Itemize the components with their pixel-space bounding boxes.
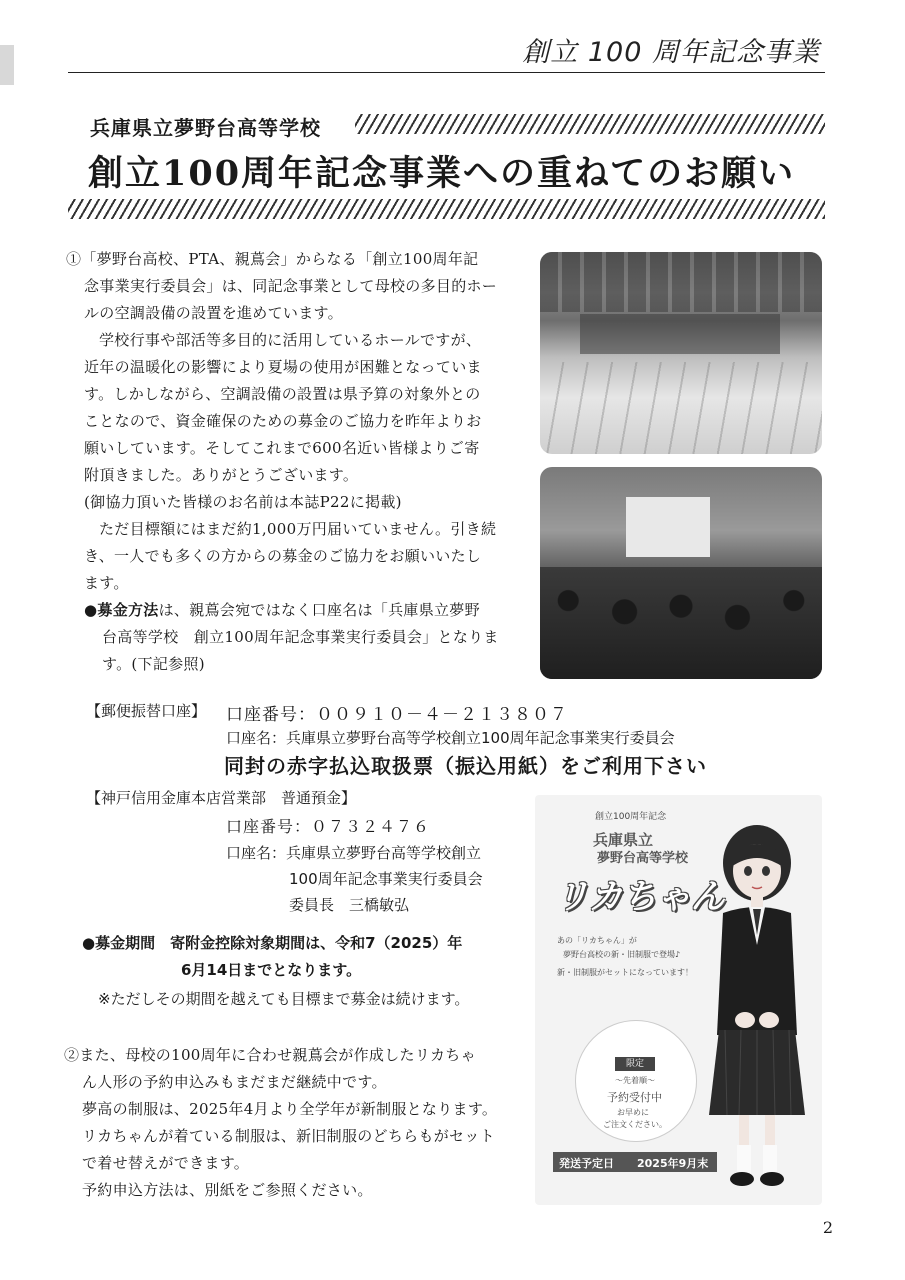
- para-line: 夢高の制服は、2025年4月より全学年が新制服となります。: [82, 1100, 498, 1118]
- para-line: ことなので、資金確保のための募金のご協力を昨年よりお: [84, 412, 482, 430]
- limited-badge: 限定: [615, 1057, 655, 1071]
- bank-account-name-3: 委員長 三橋敏弘: [289, 896, 410, 914]
- para-line: ①「夢野台高校、PTA、親蔦会」からなる「創立100周年記: [66, 250, 479, 268]
- para-line: (御協力頂いた皆様のお名前は本誌P22に掲載): [84, 493, 402, 511]
- poster-desc-2: 夢野台高校の新・旧制服で登場♪: [563, 950, 681, 959]
- ship-label: 発送予定日: [559, 1157, 614, 1170]
- header-title: 創立 100 周年記念事業: [522, 37, 820, 68]
- method-text: は、親蔦会宛ではなく口座名は「兵庫県立夢野: [158, 601, 480, 619]
- ship-date: 2025年9月末: [637, 1157, 709, 1170]
- para-line: 念事業実行委員会」は、同記念事業として母校の多目的ホー: [84, 277, 498, 295]
- limited-sub: ～先着順～: [615, 1076, 655, 1085]
- poster-anniversary: 創立100周年記念: [595, 812, 667, 822]
- para-line: ます。: [84, 574, 129, 592]
- bank-account-number: 口座番号：０７３２４７６: [226, 817, 431, 836]
- para-line: 近年の温暖化の影響により夏場の使用が困難となっていま: [84, 358, 482, 376]
- poster-desc-1: あの「リカちゃん」が: [557, 936, 637, 945]
- poster-school-2: 夢野台高等学校: [597, 851, 689, 866]
- para-line: 願いしています。そしてこれまで600名近い皆様よりご寄: [84, 439, 480, 457]
- school-name: 兵庫県立夢野台高等学校: [90, 116, 321, 140]
- page-number: 2: [822, 1218, 833, 1237]
- period-line-2: 6月14日までとなります。: [181, 961, 362, 979]
- para-line: で着せ替えができます。: [82, 1154, 250, 1172]
- postal-notice: 同封の赤字払込取扱票（振込用紙）をご利用下さい: [224, 754, 707, 778]
- margin-mark: [0, 45, 14, 85]
- title-hatch-top: [355, 114, 825, 134]
- postal-account-name: 口座名：兵庫県立夢野台高等学校創立100周年記念事業実行委員会: [226, 729, 675, 747]
- header-rule: [68, 72, 825, 73]
- period-note: ※ただしその期間を越えても目標まで募金は続けます。: [98, 990, 470, 1008]
- licca-doll-icon: [705, 815, 815, 1195]
- para-line: す。(下記参照): [102, 655, 205, 673]
- para-line: 予約申込方法は、別紙をご参照ください。: [82, 1181, 373, 1199]
- early-2: ご注文ください。: [603, 1120, 667, 1129]
- para-line: ただ目標額にはまだ約1,000万円届いていません。引き続: [99, 520, 497, 538]
- para-line: 学校行事や部活等多目的に活用しているホールですが、: [99, 331, 482, 349]
- para-line: ん人形の予約申込みもまだまだ継続中です。: [82, 1073, 387, 1091]
- event-photo: [540, 467, 822, 679]
- bank-account-name-1: 口座名：兵庫県立夢野台高等学校創立: [226, 844, 482, 862]
- para-line: ルの空調設備の設置を進めています。: [84, 304, 343, 322]
- ship-bar: [553, 1152, 717, 1172]
- hall-photo: [540, 252, 822, 454]
- period-line-1: ●募金期間 寄附金控除対象期間は、令和7（2025）年: [82, 934, 463, 952]
- licca-poster: [535, 795, 822, 1205]
- para-line: リカちゃんが着ている制服は、新旧制服のどちらもがセット: [82, 1127, 495, 1145]
- para-line: 台高等学校 創立100周年記念事業実行委員会」となりま: [102, 628, 499, 646]
- para-line: [66, 597, 499, 624]
- postal-account-number: 口座番号：００９１０－４－２１３８０７: [226, 705, 568, 725]
- reserve-text: 予約受付中: [607, 1091, 662, 1104]
- section1-text: [66, 246, 499, 678]
- method-label: ●募金方法: [84, 601, 159, 619]
- para-line: 附頂きました。ありがとうございます。: [84, 466, 359, 484]
- para-line: す。しかしながら、空調設備の設置は県予算の対象外との: [84, 385, 481, 403]
- section2-text: [64, 1042, 497, 1204]
- poster-school-1: 兵庫県立: [593, 831, 654, 849]
- licca-logo: リカちゃん: [555, 877, 725, 917]
- bank-label: 【神戸信用金庫本店営業部 普通預金】: [86, 789, 357, 807]
- main-title: 創立100周年記念事業への重ねてのお願い: [88, 153, 796, 194]
- postal-label: 【郵便振替口座】: [86, 702, 207, 720]
- bank-account-name-2: 100周年記念事業実行委員会: [289, 870, 483, 888]
- early-1: お早めに: [617, 1108, 649, 1117]
- poster-desc-3: 新・旧制服がセットになっています！: [557, 968, 693, 977]
- para-line: き、一人でも多くの方からの募金のご協力をお願いいたし: [84, 547, 482, 565]
- title-hatch-bottom: [68, 199, 825, 219]
- para-line: ②また、母校の100周年に合わせ親蔦会が作成したリカちゃ: [64, 1046, 476, 1064]
